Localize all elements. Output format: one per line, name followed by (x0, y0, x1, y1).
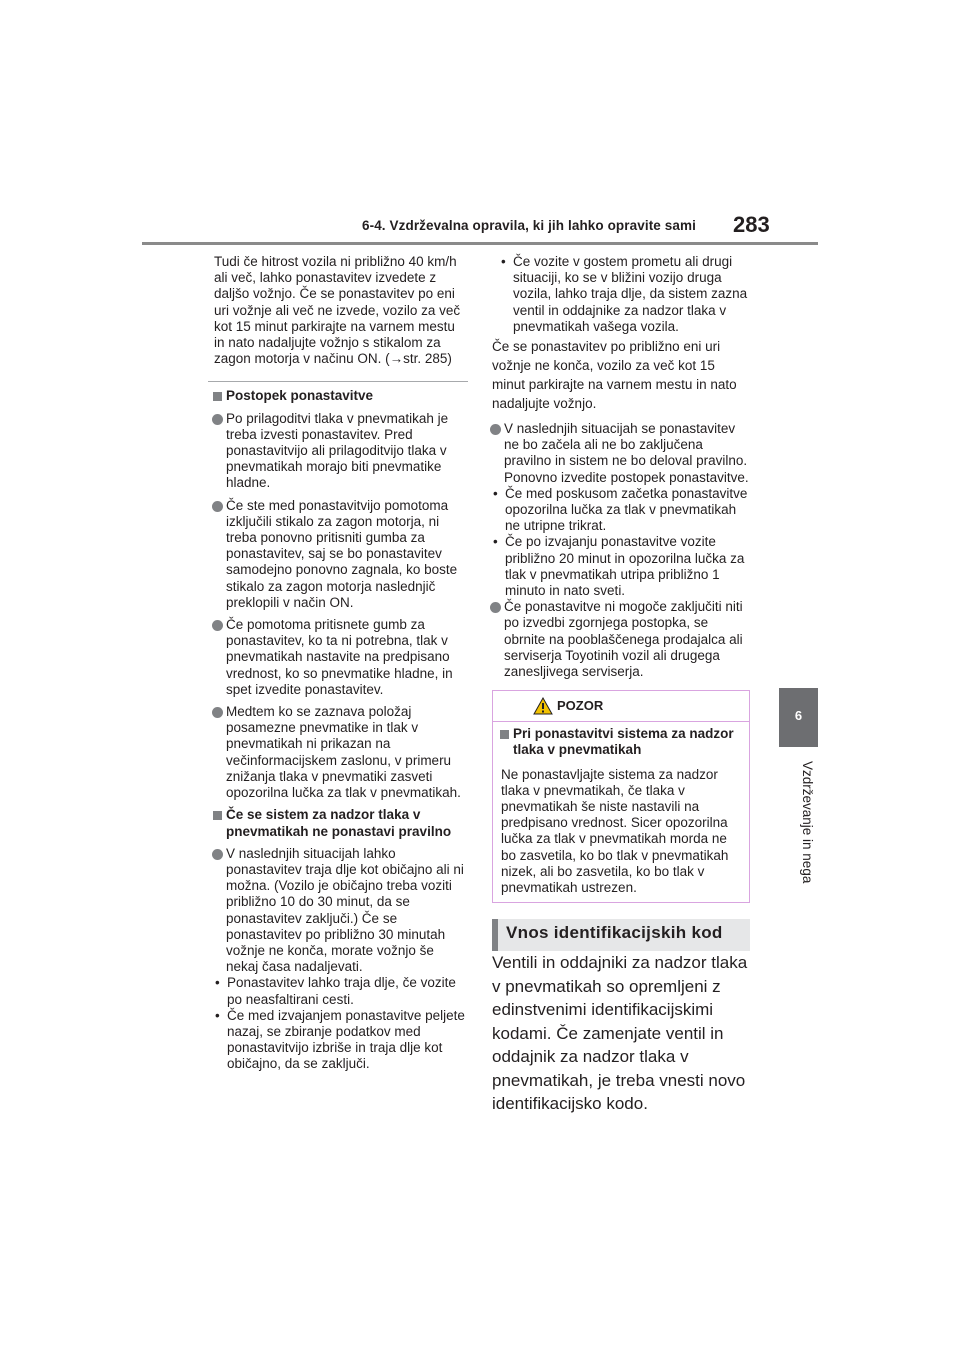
circle-bullet-icon (490, 424, 501, 435)
circle-bullet-icon (212, 849, 223, 860)
circle-bullet-icon (212, 707, 223, 718)
subheading-text: Če se sistem za nadzor tlaka v pnevmatikah ne ponastavi pravilno (226, 807, 452, 839)
intro-paragraph: Tudi če hitrost vozila ni približno 40 km/h ali več, lahko ponastavitev izvedete z daljšo vožnjo. Če se ponastavitev po eni uri vožnje ali več ne izvede, vozilo za več kot 15 minut parkirajte na varnem mestu in nato nadaljujte vožnjo s stikalom za zagon motorja v načinu ON. (→str. 285) (214, 254, 461, 367)
list-item-text: Po prilagoditvi tlaka v pnevmatikah je treba izvesti ponastavitev. Pred ponastavitvijo ali prilagoditvijo tlaka v pnevmatikah morajo biti pnevmatike hladne. (226, 410, 449, 491)
chapter-tab-number: 6 (794, 708, 803, 723)
section-title: Vnos identifikacijskih kod (506, 923, 723, 943)
sub-list-item: • Ponastavitev lahko traja dlje, če vozite po neasfaltirani cesti. (214, 975, 468, 1007)
list-item (492, 599, 750, 680)
chapter-tab (779, 688, 818, 747)
list-item-text: V naslednjih situacijah lahko ponastavitev traja dlje kot običajno ali ni možna. (Vozilo je običajno treba voziti približno 10 do 30 minut, da se ponastavitev zaključi.) Če se ponastavitev po približno 30 minutah vožnje ne konča, morate vožnjo še nekaj časa nadaljevati. (226, 845, 464, 975)
subheading-text: Pri ponastavitvi sistema za nadzor tlaka v pnevmatikah (513, 726, 734, 758)
list-item (214, 498, 468, 611)
circle-bullet-icon (490, 602, 501, 613)
header-rule (142, 242, 818, 245)
circle-bullet-icon (212, 620, 223, 631)
list-item (214, 617, 468, 698)
section-paragraph: Ventili in oddajniki za nadzor tlaka v pnevmatikah so opremljeni z edinstvenimi identifikacijskimi kodami. Če zamenjate ventil in oddajnik za nadzor tlaka v pnevmatikah, je treba vnesti novo identifikacijsko kodo. (492, 953, 748, 1114)
chapter-title: 6-4. Vzdrževalna opravila, ki jih lahko opravite sami (362, 218, 696, 233)
sub-list-item: • Če vozite v gostem prometu ali drugi situaciji, ko se v bližini vozijo druga vozila, lahko traja dlje, da sistem zazna ventil in oddajnike za nadzor tlaka v pnevmatikah vašega vozila. (500, 254, 750, 335)
list-item-text: Medtem ko se zaznava položaj posamezne pnevmatike in tlak v pnevmatikah ni prikazan na večinformacijskem zaslonu, v primeru znižanja tlaka v pnevmatiki zasveti opozorilna lučka za tlak v pnevmatikah. (226, 704, 461, 801)
caution-body (493, 722, 749, 902)
list-item-text: Če ponastavitve ni mogoče zaključiti niti po izvedbi zgornjega postopka, se obrnite na pooblaščenega prodajalca ali serviserja Toyotinih vozil ali drugega zanesljivega serviserja. (504, 599, 743, 680)
circle-bullet-icon (212, 414, 223, 425)
caution-header (493, 691, 749, 722)
sub-list-item: • Če po izvajanju ponastavitve vozite približno 20 minut in opozorilna lučka za tlak v pnevmatikah utripa približno 1 minuto in nato sveti. (492, 534, 750, 599)
list-item-text: Če pomotoma pritisnete gumb za ponastavitev, ko ta ni potrebna, tlak v pnevmatikah nastavite na predpisano vrednost, ko so pnevmatike hladne, in spet izvedite ponastavitev. (226, 617, 453, 697)
caution-title: POZOR (557, 698, 604, 714)
caution-box (492, 690, 750, 903)
circle-bullet-icon (212, 501, 223, 512)
subheading-reset-procedure (214, 388, 468, 404)
subheading-reset-failure (214, 807, 468, 839)
square-bullet-icon (500, 730, 509, 739)
sub-list-item: • Če med izvajanjem ponastavitve peljete nazaj, se zbiranje podatkov med ponastavitvijo izbriše in traja dlje kot običajno, da se zaključi. (214, 1008, 468, 1073)
caution-subheading (501, 726, 743, 758)
list-item (214, 704, 468, 801)
square-bullet-icon (213, 392, 222, 401)
right-column (492, 254, 750, 1124)
paragraph: Če se ponastavitev po približno eni uri vožnje ne konča, vozilo za več kot 15 minut parkirajte na varnem mestu in nato nadaljujte vožnjo. (492, 339, 737, 412)
left-column (214, 254, 468, 1073)
square-bullet-icon (213, 811, 222, 820)
section-divider (208, 381, 468, 382)
list-item (214, 411, 468, 492)
subheading-text: Postopek ponastavitve (226, 388, 374, 404)
caution-text: Ne ponastavljajte sistema za nadzor tlaka v pnevmatikah, če tlaka v pnevmatikah še niste nastavili na predpisano vrednost. Sicer opozorilna lučka za tlak v pnevmatikah morda ne bo zasvetila, ko bo tlak v pnevmatikah nizek, ali bo zasvetila, ko bo tlak v pnevmatikah ustrezen. (501, 766, 729, 896)
list-item-text: Če ste med ponastavitvijo pomotoma izključili stikalo za zagon motorja, ni treba ponovno pritisniti gumba za ponastavitev, saj se bo ponastavitev samodejno ponovno zagnala, ko boste stikalo za zagon motorja naslednjič preklopili v način ON. (226, 497, 458, 610)
sub-list-item: • Če med poskusom začetka ponastavitve opozorilna lučka za tlak v pnevmatikah ne utripne trikrat. (492, 486, 750, 535)
warning-triangle-icon (533, 697, 553, 715)
list-item (214, 846, 468, 976)
chapter-tab-label: Vzdrževanje in nega (800, 761, 815, 884)
section-header (492, 919, 750, 951)
page-number: 283 (733, 212, 770, 237)
list-item (492, 421, 750, 486)
list-item-text: V naslednjih situacijah se ponastavitev ne bo začela ali ne bo zaključena pravilno in sistem ne bo deloval pravilno. Ponovno izvedite postopek ponastavitve. (504, 421, 749, 485)
